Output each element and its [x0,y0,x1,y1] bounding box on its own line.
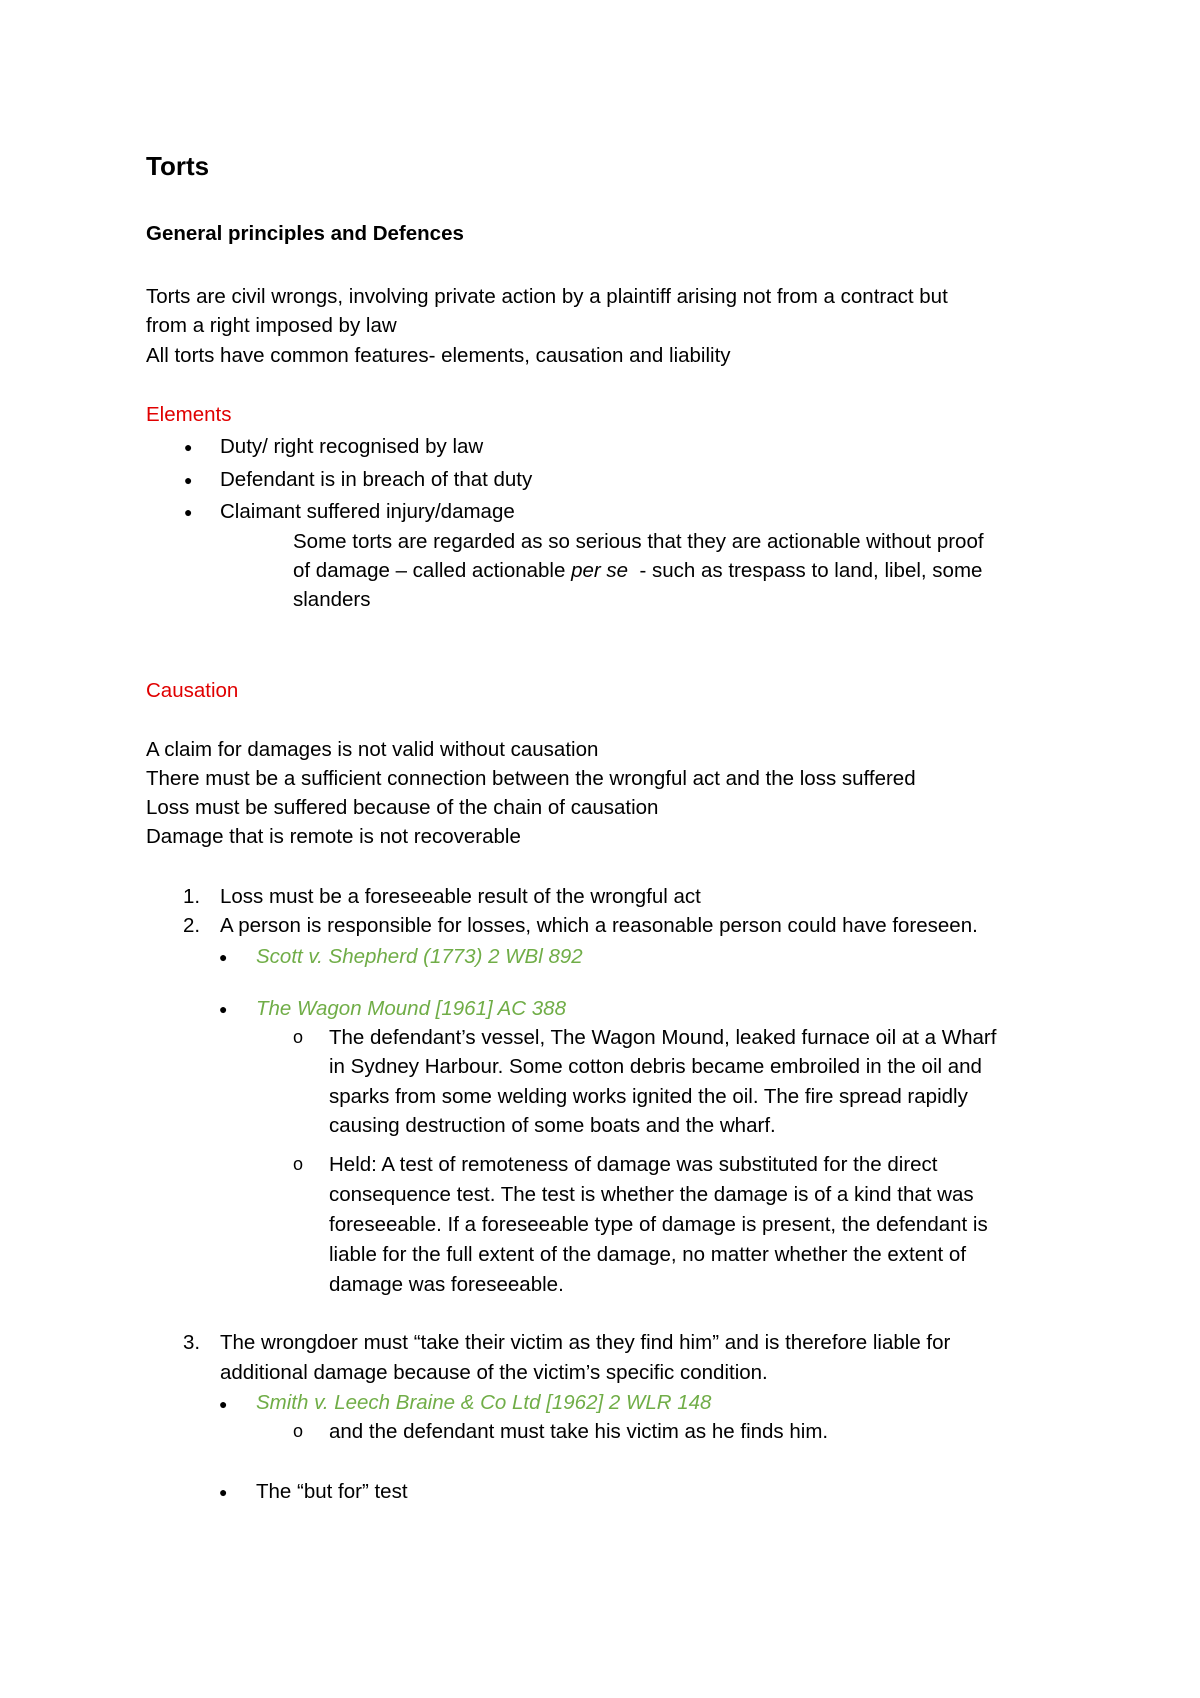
wagon-held-line-5: damage was foreseeable. [329,1273,564,1296]
list-number-3: 3. [183,1331,201,1354]
elements-note-line-2 [293,556,982,585]
bullet-icon: ● [219,1001,228,1017]
wagon-held-line-4: liable for the full extent of the damage, no matter whether the extent of [329,1243,967,1266]
causation-item-1: Loss must be a foreseeable result of the wrongful act [220,885,701,908]
smith-note: and the defendant must take his victim as he finds him. [329,1420,829,1443]
causation-line-4: Damage that is remote is not recoverable [146,825,521,848]
causation-line-2: There must be a sufficient connection between the wrongful act and the loss suffered [146,767,916,790]
note-text-per-se: per se [571,559,629,582]
causation-item-2: A person is responsible for losses, which a reasonable person could have foreseen. [220,914,978,937]
wagon-held-line-3: foreseeable. If a foreseeable type of damage is present, the defendant is [329,1213,988,1236]
elements-note-line-1: Some torts are regarded as so serious that they are actionable without proof [293,530,984,553]
bullet-icon: ● [184,439,193,455]
list-number-1: 1. [183,885,201,908]
page-title: Torts [146,151,210,181]
case-wagon-mound: The Wagon Mound [1961] AC 388 [256,997,566,1020]
sub-bullet-icon: o [293,1154,304,1174]
case-smith-v-leech-braine: Smith v. Leech Braine & Co Ltd [1962] 2 WLR 148 [256,1391,712,1414]
causation-line-3: Loss must be suffered because of the chain of causation [146,796,659,819]
note-text-a: of damage – called actionable [293,559,572,582]
elements-note-line-3: slanders [293,588,371,611]
wagon-facts-line-1: The defendant’s vessel, The Wagon Mound, leaked furnace oil at a Wharf [329,1026,997,1049]
intro-line-1: Torts are civil wrongs, involving private action by a plaintiff arising not from a contract but [146,285,948,308]
elements-item-breach: Defendant is in breach of that duty [220,468,533,491]
wagon-facts-line-4: causing destruction of some boats and the wharf. [329,1114,776,1137]
wagon-facts-line-3: sparks from some welding works ignited the oil. The fire spread rapidly [329,1085,968,1108]
wagon-held-line-2: consequence test. The test is whether the damage is of a kind that was [329,1183,974,1206]
bullet-icon: ● [219,1484,228,1500]
elements-item-duty: Duty/ right recognised by law [220,435,484,458]
sub-bullet-icon: o [293,1027,304,1047]
wagon-held-line-1: Held: A test of remoteness of damage was substituted for the direct [329,1153,938,1176]
intro-line-3: All torts have common features- elements, causation and liability [146,344,731,367]
but-for-test: The “but for” test [256,1480,408,1503]
page-subtitle: General principles and Defences [146,222,464,245]
list-number-2: 2. [183,914,201,937]
intro-line-2: from a right imposed by law [146,314,397,337]
bullet-icon: ● [219,949,228,965]
elements-heading: Elements [146,403,232,426]
causation-item-3-line-1: The wrongdoer must “take their victim as they find him” and is therefore liable for [220,1331,951,1354]
causation-line-1: A claim for damages is not valid without causation [146,738,599,761]
bullet-icon: ● [219,1396,228,1412]
case-scott-v-shepherd: Scott v. Shepherd (1773) 2 WBl 892 [256,945,583,968]
wagon-facts-line-2: in Sydney Harbour. Some cotton debris became embroiled in the oil and [329,1055,982,1078]
bullet-icon: ● [184,472,193,488]
sub-bullet-icon: o [293,1421,304,1441]
elements-item-damage: Claimant suffered injury/damage [220,500,515,523]
note-text-b: - such as trespass to land, libel, some [628,559,983,582]
causation-item-3-line-2: additional damage because of the victim’s specific condition. [220,1361,768,1384]
bullet-icon: ● [184,504,193,520]
causation-heading: Causation [146,679,239,702]
